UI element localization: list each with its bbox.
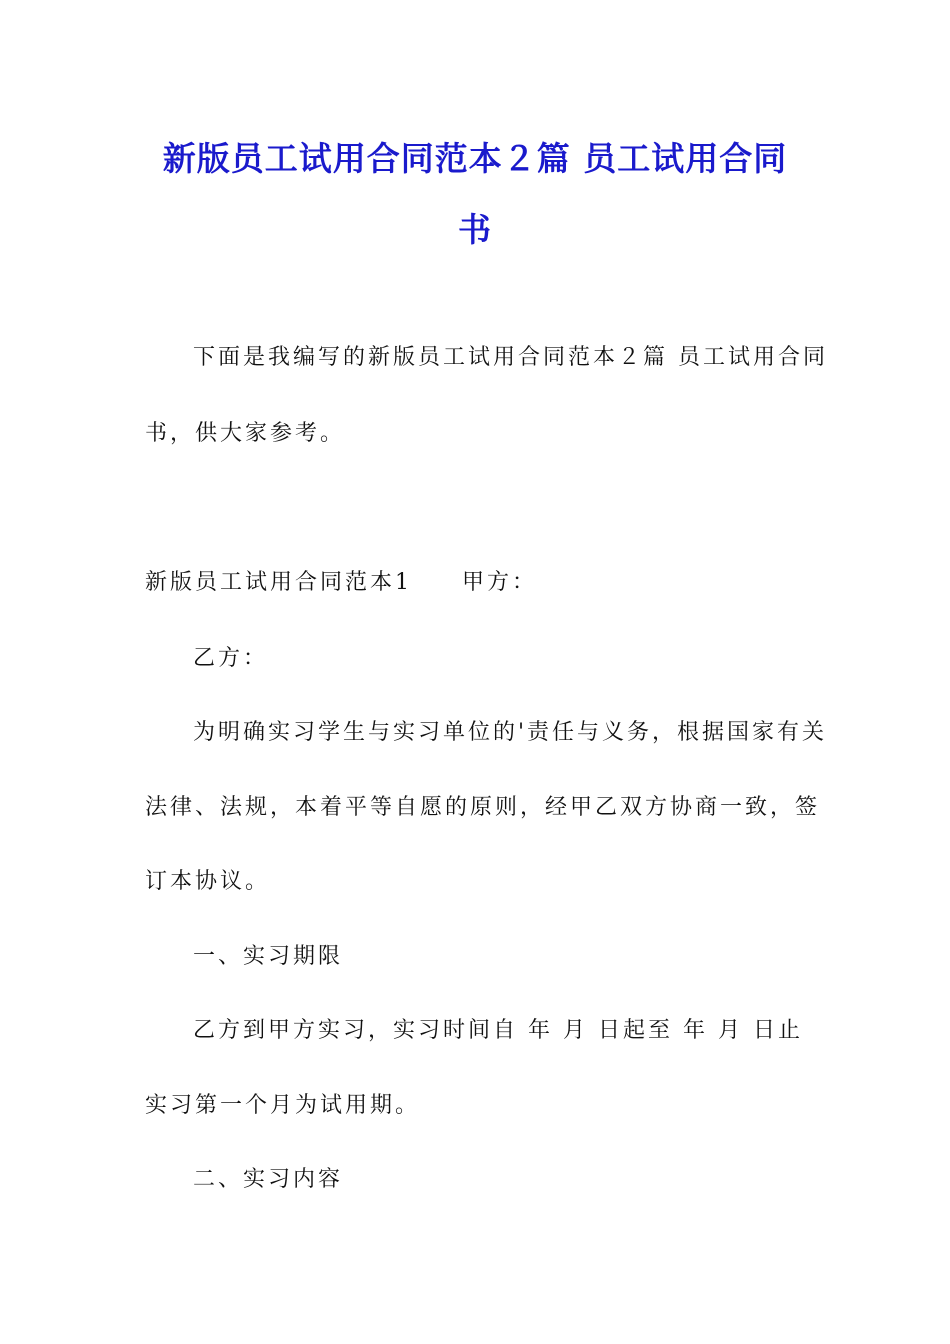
intro-line-1: 下面是我编写的新版员工试用合同范本２篇 员工试用合同 <box>193 345 828 370</box>
section1-heading: 一、实习期限 <box>193 944 344 969</box>
document-title-line-2: 书 <box>458 210 492 249</box>
purpose-line-1: 为明确实习学生与实习单位的'责任与义务，根据国家有关 <box>193 720 828 745</box>
sample1-heading: 新版员工试用合同范本1 甲方： <box>145 570 537 595</box>
intro-line-2: 书，供大家参考。 <box>145 421 346 446</box>
purpose-line-2: 法律、法规，本着平等自愿的原则，经甲乙双方协商一致，签 <box>145 795 821 820</box>
section2-heading: 二、实习内容 <box>193 1167 344 1192</box>
document-title-line-1: 新版员工试用合同范本２篇 员工试用合同 <box>162 139 788 178</box>
section1-line-2: 实习第一个月为试用期。 <box>145 1093 421 1118</box>
purpose-line-3: 订本协议。 <box>145 869 271 894</box>
party-b-line: 乙方： <box>193 646 269 671</box>
section1-line-1: 乙方到甲方实习，实习时间自 年 月 日起至 年 月 日止 <box>193 1018 803 1043</box>
